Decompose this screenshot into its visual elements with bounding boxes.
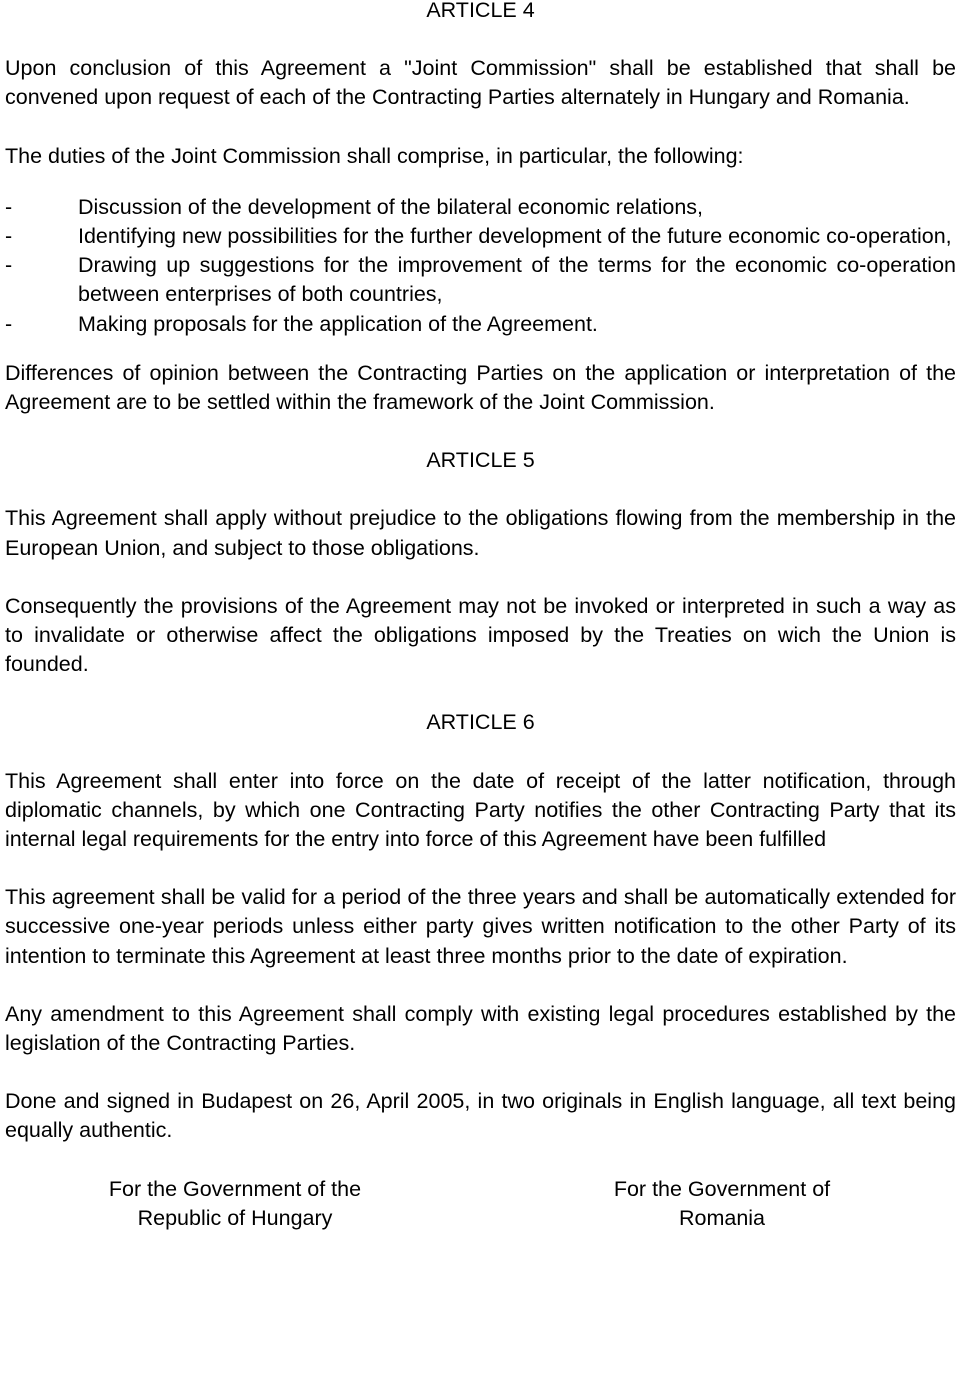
list-dash: - [5, 224, 13, 249]
article-4-heading: ARTICLE 4 [426, 0, 535, 22]
signature-romania-line-1: For the Government of [613, 1176, 831, 1201]
article-6-paragraph-3: Any amendment to this Agreement shall comply with existing legal procedures established by the legislation of the Contracting Parties. [5, 1001, 956, 1056]
article-6-paragraph-4: Done and signed in Budapest on 26, April 2005, in two originals in English language, all text being equally authentic. [5, 1089, 956, 1143]
signature-hungary-line-2: Republic of Hungary [137, 1205, 333, 1230]
list-dash: - [5, 311, 13, 336]
signature-hungary-line-1: For the Government of the [108, 1176, 362, 1201]
article-6-heading: ARTICLE 6 [426, 710, 535, 735]
article-5-paragraph-1: This Agreement shall apply without prejudice to the obligations flowing from the membership in the European Union, and subject to those obligations. [5, 506, 956, 560]
signature-romania [577, 1175, 867, 1233]
duties-list [5, 193, 956, 339]
article-4-paragraph-1: Upon conclusion of this Agreement a "Joint Commission" shall be established that shall be convened upon request of each of the Contracting Parties alternately in Hungary and Romania. [5, 56, 956, 110]
duty-text: Drawing up suggestions for the improvement of the terms for the economic co-operation between enterprises of both countries, [78, 253, 956, 307]
signature-block [5, 1175, 956, 1235]
duty-text: Identifying new possibilities for the further development of the future economic co-operation, [78, 224, 952, 249]
duty-item [5, 193, 956, 222]
duty-item [5, 310, 956, 339]
duty-item [5, 251, 956, 309]
signature-hungary [85, 1175, 385, 1233]
list-dash: - [5, 253, 13, 278]
article-5-paragraph-2: Consequently the provisions of the Agreement may not be invoked or interpreted in such a way as to invalidate or otherwise affect the obligations imposed by the Treaties on wich the Union is founded. [5, 593, 956, 677]
article-6-paragraph-2: This agreement shall be valid for a period of the three years and shall be automatically extended for successive one-year periods unless either party gives written notification to the other Party of its intention to terminate this Agreement at least three months prior to the date of expiration. [5, 885, 956, 968]
document-page [5, 0, 956, 1235]
article-5-heading: ARTICLE 5 [426, 448, 535, 473]
duty-item [5, 222, 956, 251]
duty-text: Discussion of the development of the bilateral economic relations, [78, 194, 704, 219]
article-6-paragraph-1: This Agreement shall enter into force on the date of receipt of the latter notification, through diplomatic channels, by which one Contracting Party notifies the other Contracting Party that its internal legal requirements for the entry into force of this Agreement have been fulfilled [5, 768, 956, 852]
list-dash: - [5, 194, 13, 219]
article-4-paragraph-3: Differences of opinion between the Contracting Parties on the application or interpretation of the Agreement are to be settled within the framework of the Joint Commission. [5, 360, 956, 415]
signature-romania-line-2: Romania [678, 1205, 766, 1230]
article-4-paragraph-2: The duties of the Joint Commission shall comprise, in particular, the following: [5, 143, 744, 168]
duty-text: Making proposals for the application of the Agreement. [78, 311, 598, 336]
